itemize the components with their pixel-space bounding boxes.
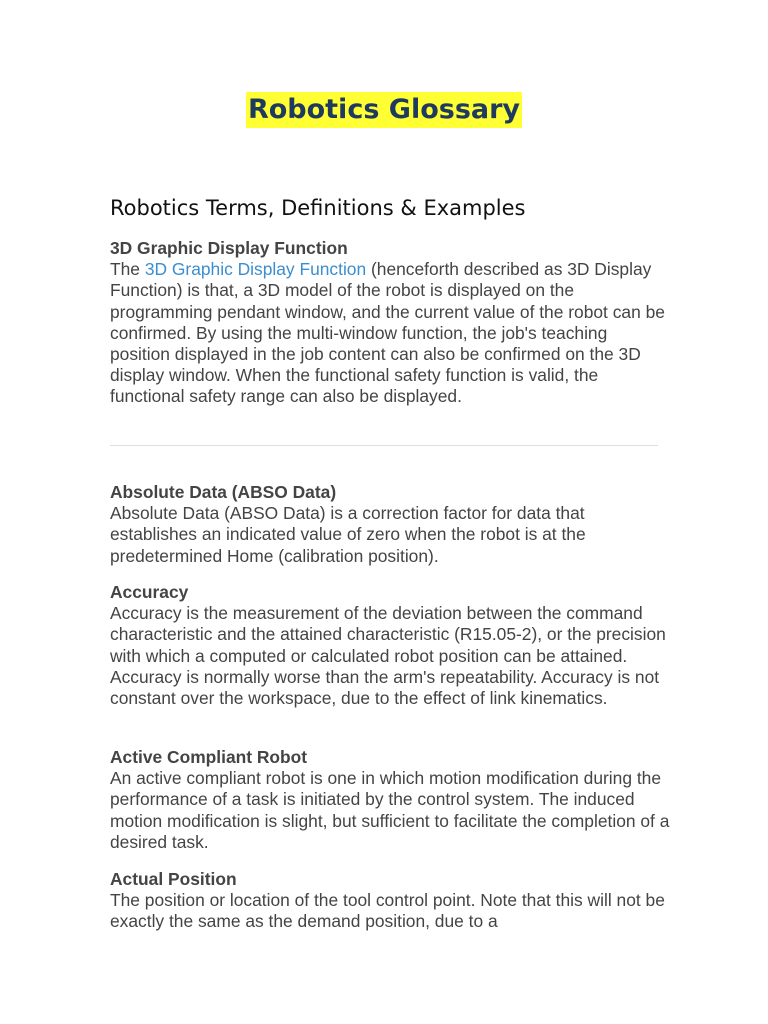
glossary-definition: Absolute Data (ABSO Data) is a correction factor for data that establishes an indicated value of zero when the robot is at the predetermined Home (calibration position). [110, 503, 586, 566]
glossary-term: Absolute Data (ABSO Data) [110, 482, 337, 502]
section-divider [110, 445, 658, 446]
definition-suffix: (henceforth described as 3D Display Function) is that, a 3D model of the robot is displayed on the programming pendant window, and the current value of the robot can be confirmed. By using the multi-window function, the job's teaching position displayed in the job content can also be confirmed on the 3D display window. When the functional safety function is valid, the functional safety range can also be displayed. [110, 259, 665, 407]
page-title: Robotics Glossary [246, 92, 522, 128]
glossary-term: Active Compliant Robot [110, 747, 308, 767]
glossary-term: 3D Graphic Display Function [110, 238, 348, 258]
glossary-definition: The position or location of the tool control point. Note that this will not be exactly the same as the demand position, due to a [110, 890, 665, 932]
section-subtitle: Robotics Terms, Definitions & Examples [110, 196, 526, 220]
definition-prefix: The [110, 259, 145, 280]
glossary-term: Actual Position [110, 869, 237, 889]
glossary-term: Accuracy [110, 582, 189, 602]
glossary-entry-actual-position [110, 869, 670, 933]
glossary-entry-active-compliant-robot [110, 747, 670, 853]
glossary-definition [110, 259, 670, 407]
glossary-definition: Accuracy is the measurement of the deviation between the command characteristic and the attained characteristic (R15.05-2), or the precision with which a computed or calculated robot position can be attained. Accuracy is normally worse than the arm's repeatability. Accuracy is not constant over the workspace, due to the effect of link kinematics. [110, 603, 666, 709]
glossary-entry-3d-graphic-display [110, 238, 670, 408]
glossary-entry-absolute-data [110, 482, 670, 567]
glossary-entry-accuracy [110, 582, 670, 709]
title-wrapper [0, 92, 768, 128]
definition-link[interactable]: 3D Graphic Display Function [144, 259, 367, 280]
glossary-definition: An active compliant robot is one in which motion modification during the performance of a task is initiated by the control system. The induced motion modification is slight, but sufficient to facilitate the completion of a desired task. [110, 768, 670, 852]
